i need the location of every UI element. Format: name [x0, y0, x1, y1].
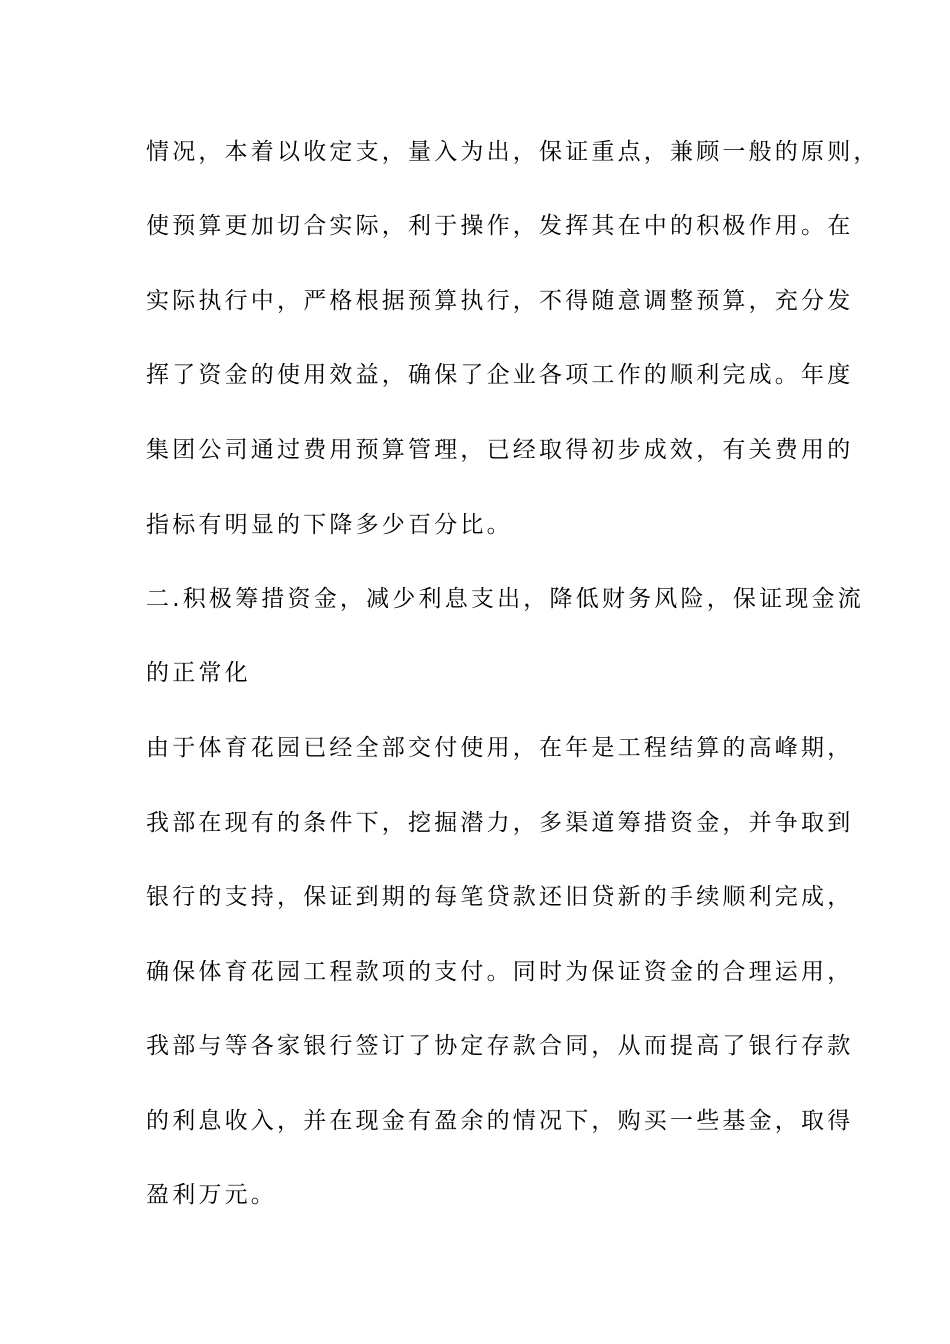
text-line-14: 的利息收入，并在现金有盈余的情况下，购买一些基金，取得	[146, 1108, 854, 1134]
text-line-1: 情况，本着以收定支，量入为出，保证重点，兼顾一般的原则，	[146, 139, 880, 165]
text-line-4: 挥了资金的使用效益，确保了企业各项工作的顺利完成。年度	[146, 362, 854, 388]
text-line-6: 指标有明显的下降多少百分比。	[146, 512, 513, 538]
text-line-9: 由于体育花园已经全部交付使用，在年是工程结算的高峰期，	[146, 735, 854, 761]
text-line-10: 我部在现有的条件下，挖掘潜力，多渠道筹措资金，并争取到	[146, 810, 854, 836]
text-line-11: 银行的支持，保证到期的每笔贷款还旧贷新的手续顺利完成，	[146, 884, 854, 910]
text-line-12: 确保体育花园工程款项的支付。同时为保证资金的合理运用，	[146, 959, 854, 985]
text-line-15: 盈利万元。	[146, 1182, 277, 1208]
section-heading-line-1: 二.积极筹措资金，减少利息支出，降低财务风险，保证现金流	[146, 586, 864, 612]
section-heading-line-2: 的正常化	[146, 660, 251, 686]
text-line-2: 使预算更加切合实际，利于操作，发挥其在中的积极作用。在	[146, 213, 854, 239]
text-line-3: 实际执行中，严格根据预算执行，不得随意调整预算，充分发	[146, 288, 854, 314]
text-line-5: 集团公司通过费用预算管理，已经取得初步成效，有关费用的	[146, 437, 854, 463]
text-line-13: 我部与等各家银行签订了协定存款合同，从而提高了银行存款	[146, 1033, 854, 1059]
